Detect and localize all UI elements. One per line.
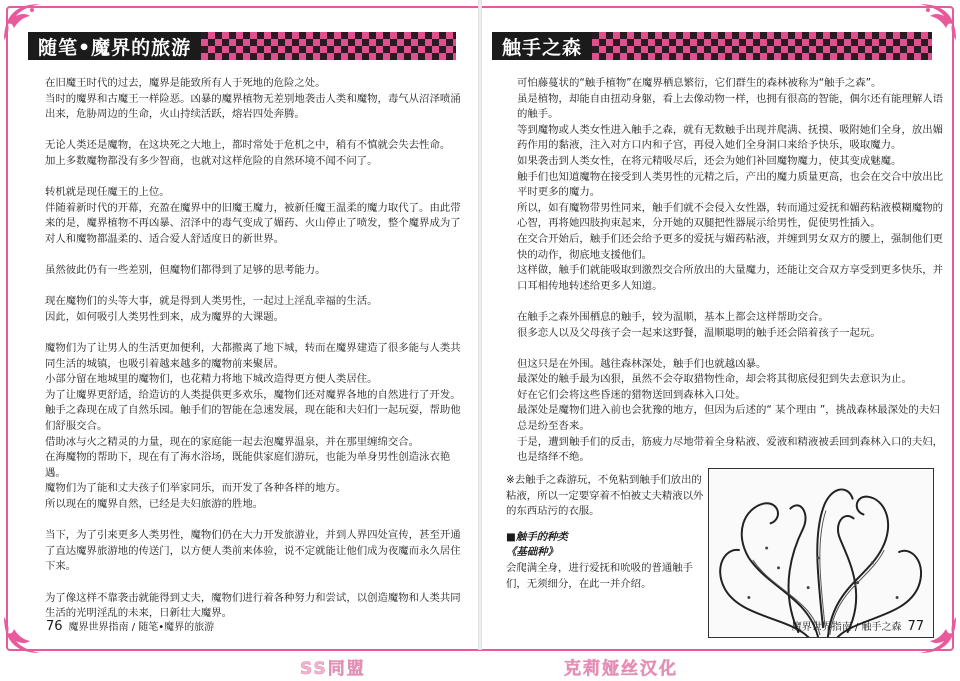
body-paragraph: 借助冰与火之精灵的力量，现在的家庭能一起去泡魔界温泉，并在那里缠绵交合。 xyxy=(45,435,420,448)
body-paragraph: 在交合开始后，触手们还会给予更多的爱抚与媚药粘液，并缠到男女双方的腰上，强制他们更快的动作，彻底地支援他们。 xyxy=(517,232,944,261)
body-paragraph: 在海魔物的帮助下，现在有了海水浴场，既能供家庭们游玩，也能为单身男性创造泳衣艳遇。 xyxy=(45,451,451,479)
right-page-header-banner xyxy=(492,32,932,60)
checkered-pattern xyxy=(201,32,456,60)
right-page xyxy=(482,0,960,650)
body-paragraph: 为了像这样不靠袭击就能得到丈夫，魔物们进行着各种努力和尝试，以创造魔物和人类共同生活的光明淫乱的未来，日新壮大魔界。 xyxy=(45,591,461,620)
body-paragraph: 很多恋人以及父母孩子会一起来这野餐，温顺聪明的触手还会陪着孩子一起玩。 xyxy=(517,326,881,339)
scan-group-credit-right: 克莉娅丝汉化 xyxy=(564,659,678,679)
body-paragraph: 因此，如何吸引人类男性到来，成为魔界的大课题。 xyxy=(45,310,284,323)
body-paragraph: 小部分留在地城里的魔物们，也花精力将地下城改造得更方便人类居住。 xyxy=(45,373,378,386)
checkered-pattern xyxy=(592,32,932,60)
tentacle-illustration xyxy=(708,468,934,638)
body-paragraph: 等到魔物或人类女性进入触手之森，就有无数触手出现并爬满、抚摸、吸附她们全身，放出媚药作用的黏液，注入对方口内和子宫，再侵入她们全身洞口来给予快乐，吸取魔力。 xyxy=(517,123,944,152)
body-paragraph: 魔物们为了能和丈夫孩子们举家同乐，而开发了各种各样的地方。 xyxy=(45,482,347,495)
body-paragraph: 触手之森现在成了自然乐园。触手们的智能在急速发展，现在能和夫妇们一起玩耍，帮助他们舒服交合。 xyxy=(45,404,461,433)
body-paragraph: 最深处是魔物们进入前也会犹豫的地方，但因为后述的“ 某个理由 ”，挑战森林最深处的夫妇总是纷至沓来。 xyxy=(517,404,940,433)
body-paragraph: 加上多数魔物都没有多少智商，也就对这样危险的自然环境不闻不问了。 xyxy=(45,154,378,167)
body-paragraph: 于是，遭到触手们的反击，筋疲力尽地带着全身粘液、爱液和精液被丢回到森林入口的夫妇，也是络绎不绝。 xyxy=(517,435,944,464)
left-page-footer xyxy=(46,618,214,634)
left-page-header-banner xyxy=(28,32,456,60)
right-page-title: 触手之森 xyxy=(492,32,592,60)
body-paragraph: 魔物们为了让男人的生活更加便利，大都搬离了地下城，转而在魔界建造了很多能与人类共同生活的城镇，也吸引着越来越多的魔物前来聚居。 xyxy=(45,342,461,370)
body-paragraph: 在触手之森外围栖息的触手，较为温顺，基本上都会这样帮助交合。 xyxy=(517,310,829,323)
right-page-body xyxy=(506,76,946,466)
body-paragraph: 如果袭击到人类女性，在将元精吸尽后，还会为她们补回魔物魔力，使其变成魅魔。 xyxy=(517,154,902,167)
body-paragraph: 在旧魔王时代的过去，魔界是能致所有人于死地的危险之处。 xyxy=(45,77,326,89)
body-paragraph: 好在它们会将这些昏迷的猎物送回到森林入口处。 xyxy=(517,388,746,401)
left-page xyxy=(0,0,478,650)
note-paragraph: ※去触手之森游玩，不免粘到触手们放出的粘液，所以一定要穿着不怕被丈夫精液以外的东西玷污的衣服。 xyxy=(506,474,704,518)
page-number: 77 xyxy=(907,619,924,634)
left-page-title: 随笔•魔界的旅游 xyxy=(28,32,201,60)
body-paragraph: 虽然彼此仍有一些差别，但魔物们都得到了足够的思考能力。 xyxy=(45,264,326,277)
body-paragraph: 最深处的触手最为凶狠，虽然不会夺取猎物性命，却会将其彻底侵犯到失去意识为止。 xyxy=(517,373,912,386)
sub-heading: 《基础种》 xyxy=(506,546,558,559)
body-paragraph: 无论人类还是魔物，在这块死之大地上，都时常处于危机之中，稍有不慎就会失去性命。 xyxy=(45,139,451,152)
body-paragraph: 现在魔物们的头等大事，就是得到人类男性，一起过上淫乱幸福的生活。 xyxy=(45,295,378,308)
running-title: 魔界世界指南 / 随笔•魔界的旅游 xyxy=(68,622,215,633)
tentacle-drawing xyxy=(709,469,933,637)
right-page-footer xyxy=(792,618,924,634)
body-paragraph: 转机就是现任魔王的上位。 xyxy=(45,186,170,199)
sub-text: 会爬满全身，进行爱抚和吮吸的普通触手们，无须细分，在此一并介绍。 xyxy=(506,561,694,590)
right-page-lower-column xyxy=(506,473,706,592)
body-paragraph: 伴随着新时代的开幕，充盈在魔界中的旧魔王魔力，被新任魔王温柔的魔力取代了。由此带来的是，魔界植物不再凶暴、沼泽中的毒气变成了媚药、火山停止了喷发，整个魔界成为了对人和魔物都温柔的、适合爱人舒适度日的新世界。 xyxy=(45,201,461,245)
body-paragraph: 当时的魔界和古魔王一样险恶。凶暴的魔界植物无差别地袭击人类和魔物，毒气从沼泽喷涌出来，危胁周边的生命，火山持续活跃，熔岩四处奔腾。 xyxy=(45,92,461,121)
body-paragraph: 所以现在的魔界自然，已经是夫妇旅游的胜地。 xyxy=(45,498,264,511)
left-page-body xyxy=(34,76,466,622)
body-paragraph: 可怕藤蔓状的“触手植物”在魔界栖息繁衍，它们群生的森林被称为“触手之森”。 xyxy=(517,77,882,89)
body-paragraph: 为了让魔界更舒适，给造访的人类提供更多欢乐，魔物们还对魔界各地的自然进行了开发。 xyxy=(45,388,461,401)
body-paragraph: 这样做，触手们就能吸取到激烈交合所放出的大量魔力，还能让交合双方享受到更多快乐，并口耳相传地转述给更多人知道。 xyxy=(517,264,944,292)
body-paragraph: 所以，如有魔物带男性同来，触手们就不会侵入女性器，转而通过爱抚和媚药粘液模糊魔物的心智，再将她四肢拘束起来，分开她的双腿把性器展示给男性，促使男性插入。 xyxy=(517,201,944,230)
body-paragraph: 虽是植物，却能自由扭动身躯，看上去像动物一样，也拥有很高的智能，偶尔还有能理解人语的触手。 xyxy=(517,92,944,121)
running-title: 魔界世界指南 / 触手之森 xyxy=(791,622,902,633)
body-paragraph: 触手们也知道魔物在接受到人类男性的元精之后，产出的魔力质量更高，也会在交合中放出比平时更多的魔力。 xyxy=(517,170,944,199)
section-heading: ■触手的种类 xyxy=(506,530,568,543)
page-number: 76 xyxy=(46,619,63,634)
body-paragraph: 当下，为了引来更多人类男性，魔物们仍在大力开发旅游业，并到人界四处宣传，甚至开通了直达魔界旅游地的传送门，以方便人类前来体验，说不定就能让他们成为夜魔而永久居住下来。 xyxy=(45,529,461,573)
scan-group-credit-left: SS同盟 xyxy=(300,659,366,679)
body-paragraph: 但这只是在外围。越往森林深处，触手们也就越凶暴。 xyxy=(517,357,767,370)
